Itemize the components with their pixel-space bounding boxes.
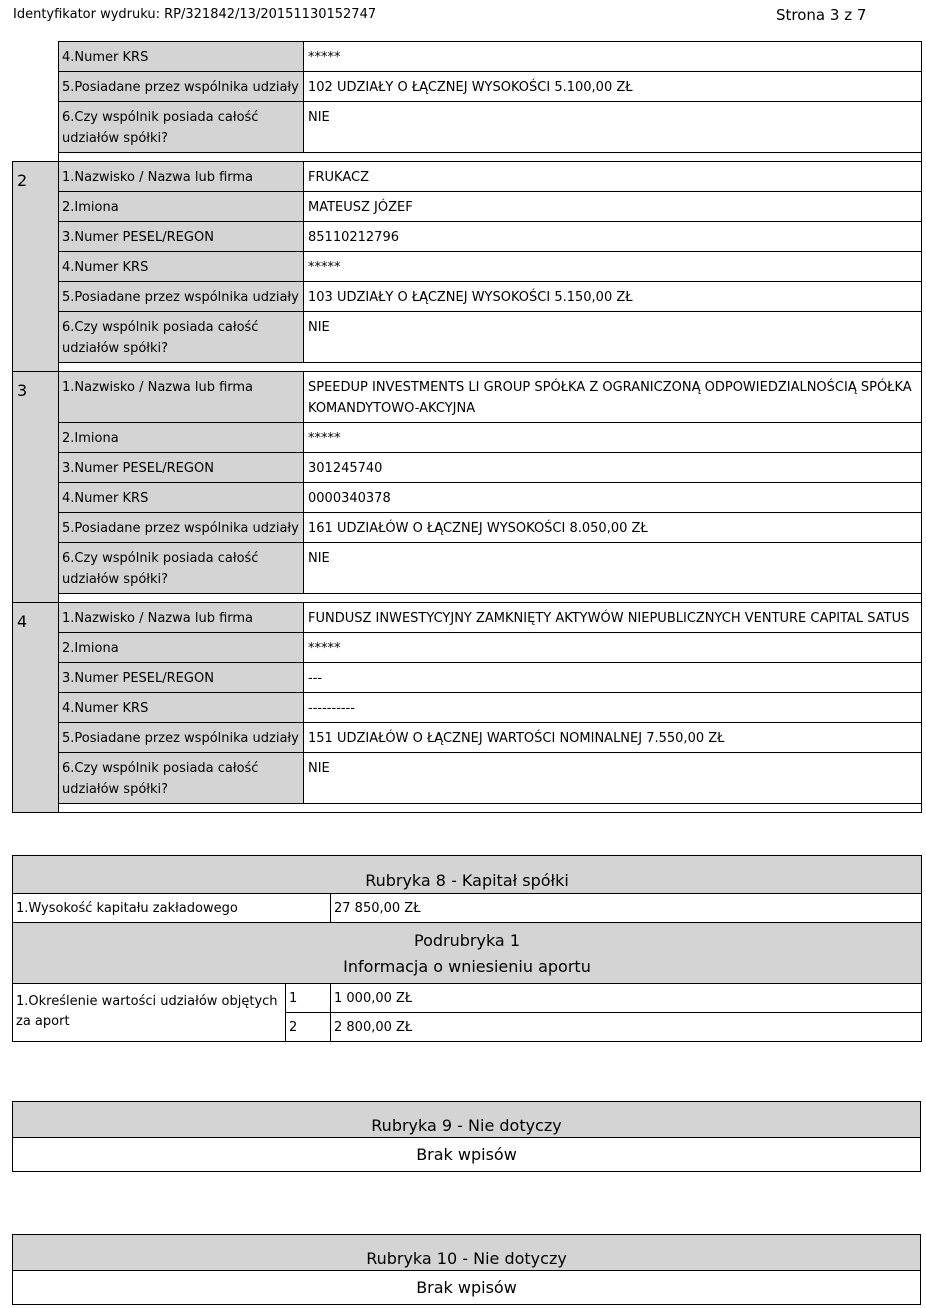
print-identifier: Identyfikator wydruku: RP/321842/13/20151130152747	[13, 7, 377, 22]
section-title: Rubryka 8 - Kapitał spółki	[13, 856, 922, 894]
table-row	[13, 372, 922, 423]
field-label: 3.Numer PESEL/REGON	[59, 222, 304, 252]
field-value: NIE	[304, 543, 922, 594]
separator	[59, 363, 922, 372]
field-value: 2 800,00 ZŁ	[331, 1013, 922, 1042]
rubryka-10-table	[12, 1234, 921, 1305]
field-value: NIE	[304, 753, 922, 804]
table-row	[13, 312, 922, 363]
field-label: 4.Numer KRS	[59, 42, 304, 72]
table-row	[13, 753, 922, 804]
table-row	[13, 543, 922, 594]
table-row	[13, 633, 922, 663]
field-value: 85110212796	[304, 222, 922, 252]
field-label: 3.Numer PESEL/REGON	[59, 453, 304, 483]
table-row	[13, 453, 922, 483]
field-label: 4.Numer KRS	[59, 693, 304, 723]
section-note: Brak wpisów	[13, 1271, 921, 1305]
field-label: 3.Numer PESEL/REGON	[59, 663, 304, 693]
table-row	[13, 663, 922, 693]
row-index: 1	[286, 984, 331, 1013]
table-row	[13, 192, 922, 222]
field-value: 27 850,00 ZŁ	[331, 894, 922, 923]
field-label: 6.Czy wspólnik posiada całość udziałów spółki?	[59, 102, 304, 153]
field-value: 102 UDZIAŁY O ŁĄCZNEJ WYSOKOŚCI 5.100,00 ZŁ	[304, 72, 922, 102]
rubryka-9-table	[12, 1101, 921, 1172]
subsection-heading: Podrubryka 1	[414, 931, 520, 950]
table-row	[13, 222, 922, 252]
section-title: Rubryka 9 - Nie dotyczy	[13, 1102, 921, 1138]
field-value: 161 UDZIAŁÓW O ŁĄCZNEJ WYSOKOŚCI 8.050,00 ZŁ	[304, 513, 922, 543]
separator	[59, 594, 922, 603]
field-label: 1.Określenie wartości udziałów objętych za aport	[13, 984, 286, 1042]
separator	[59, 153, 922, 162]
field-value: 151 UDZIAŁÓW O ŁĄCZNEJ WARTOŚCI NOMINALNEJ 7.550,00 ZŁ	[304, 723, 922, 753]
shareholders-table	[12, 41, 922, 813]
field-label: 4.Numer KRS	[59, 252, 304, 282]
field-label: 5.Posiadane przez wspólnika udziały	[59, 282, 304, 312]
table-row	[13, 102, 922, 153]
field-label: 6.Czy wspólnik posiada całość udziałów spółki?	[59, 753, 304, 804]
row-index: 2	[286, 1013, 331, 1042]
field-label: 2.Imiona	[59, 192, 304, 222]
field-value: ----------	[304, 693, 922, 723]
table-row	[13, 423, 922, 453]
field-label: 1.Wysokość kapitału zakładowego	[13, 894, 331, 923]
page-number: Strona 3 z 7	[776, 6, 867, 24]
rubryka-8-table	[12, 855, 922, 1042]
table-row	[13, 723, 922, 753]
table-row	[13, 603, 922, 633]
field-value: 301245740	[304, 453, 922, 483]
field-label: 6.Czy wspólnik posiada całość udziałów spółki?	[59, 543, 304, 594]
field-label: 5.Posiadane przez wspólnika udziały	[59, 723, 304, 753]
field-value: NIE	[304, 312, 922, 363]
subsection-title	[13, 923, 922, 984]
blank-index-cell	[13, 42, 59, 162]
table-row	[13, 252, 922, 282]
field-value: 1 000,00 ZŁ	[331, 984, 922, 1013]
field-label: 4.Numer KRS	[59, 483, 304, 513]
table-row	[13, 483, 922, 513]
field-label: 2.Imiona	[59, 633, 304, 663]
field-label: 5.Posiadane przez wspólnika udziały	[59, 72, 304, 102]
section-title: Rubryka 10 - Nie dotyczy	[13, 1235, 921, 1271]
field-value: 0000340378	[304, 483, 922, 513]
field-value: *****	[304, 423, 922, 453]
field-value: NIE	[304, 102, 922, 153]
field-label: 1.Nazwisko / Nazwa lub firma	[59, 603, 304, 633]
table-row	[13, 162, 922, 192]
subsection-subheading: Informacja o wniesieniu aportu	[343, 957, 591, 976]
shareholder-index: 2	[13, 162, 59, 372]
table-row	[13, 282, 922, 312]
field-value: *****	[304, 633, 922, 663]
table-row	[13, 72, 922, 102]
section-note: Brak wpisów	[13, 1138, 921, 1172]
separator	[59, 804, 922, 813]
field-label: 2.Imiona	[59, 423, 304, 453]
field-value: MATEUSZ JÓZEF	[304, 192, 922, 222]
field-value: ---	[304, 663, 922, 693]
field-value: *****	[304, 42, 922, 72]
field-value: FUNDUSZ INWESTYCYJNY ZAMKNIĘTY AKTYWÓW NIEPUBLICZNYCH VENTURE CAPITAL SATUS	[304, 603, 922, 633]
field-label: 5.Posiadane przez wspólnika udziały	[59, 513, 304, 543]
shareholder-index: 3	[13, 372, 59, 603]
field-value: SPEEDUP INVESTMENTS LI GROUP SPÓŁKA Z OGRANICZONĄ ODPOWIEDZIALNOŚCIĄ SPÓŁKA KOMANDYTOWO-AKCYJNA	[304, 372, 922, 423]
table-row	[13, 693, 922, 723]
field-label: 1.Nazwisko / Nazwa lub firma	[59, 372, 304, 423]
field-label: 6.Czy wspólnik posiada całość udziałów spółki?	[59, 312, 304, 363]
field-value: *****	[304, 252, 922, 282]
field-value: 103 UDZIAŁY O ŁĄCZNEJ WYSOKOŚCI 5.150,00 ZŁ	[304, 282, 922, 312]
shareholder-index: 4	[13, 603, 59, 813]
field-label: 1.Nazwisko / Nazwa lub firma	[59, 162, 304, 192]
table-row	[13, 513, 922, 543]
table-row	[13, 42, 922, 72]
field-value: FRUKACZ	[304, 162, 922, 192]
